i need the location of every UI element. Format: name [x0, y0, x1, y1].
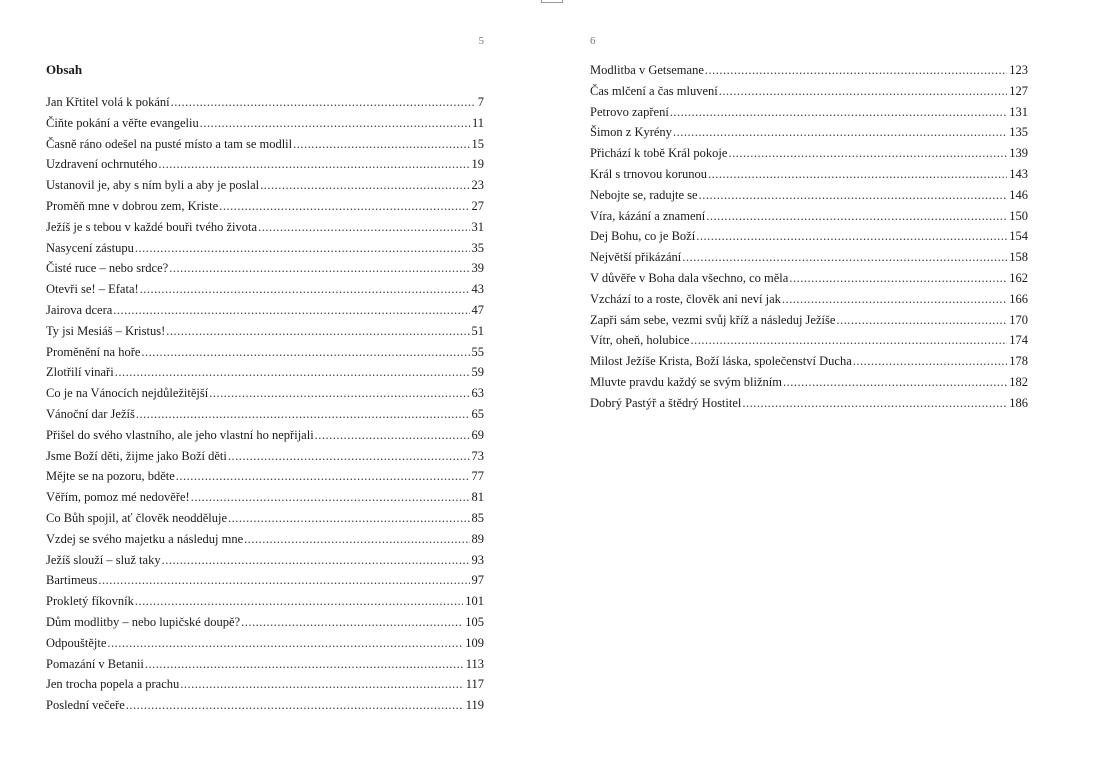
toc-entry-title: Co Bůh spojil, ať člověk neodděluje [46, 510, 228, 525]
toc-dot-leader [107, 633, 463, 654]
toc-dot-leader [696, 226, 1007, 247]
toc-dot-leader [705, 60, 1007, 81]
toc-heading: Obsah [46, 62, 83, 77]
toc-entry-title: Šimon z Kyrény [590, 125, 672, 140]
toc-entry-page-number: 105 [465, 614, 484, 629]
toc-entry-title: Proměnění na hoře [46, 344, 141, 359]
toc-entry-page-number: 127 [1009, 83, 1028, 98]
toc-dot-leader [258, 217, 469, 238]
toc-entry [46, 404, 484, 425]
toc-dot-leader [670, 102, 1007, 123]
toc-entry [590, 310, 1028, 331]
toc-dot-leader [209, 383, 469, 404]
toc-entry [46, 92, 484, 113]
toc-entry [590, 372, 1028, 393]
toc-dot-leader [293, 134, 469, 155]
toc-dot-leader [836, 310, 1007, 331]
toc-dot-leader [682, 247, 1007, 268]
toc-entry-page-number: 81 [471, 490, 484, 505]
toc-dot-leader [140, 279, 470, 300]
toc-entry-title: Čiňte pokání a věřte evangeliu [46, 115, 199, 130]
toc-entry [46, 570, 484, 591]
toc-dot-leader [728, 143, 1007, 164]
toc-entry-page-number: 73 [471, 448, 484, 463]
toc-dot-leader [145, 654, 464, 675]
toc-entry [590, 206, 1028, 227]
toc-dot-leader [135, 238, 470, 259]
toc-entry [46, 175, 484, 196]
toc-entry-page-number: 162 [1009, 270, 1028, 285]
toc-entry [46, 342, 484, 363]
toc-dot-leader [783, 372, 1007, 393]
toc-dot-leader [135, 591, 463, 612]
toc-entry-title: Největší přikázání [590, 250, 682, 265]
toc-entry-title: Jsme Boží děti, žijme jako Boží děti [46, 448, 227, 463]
toc-dot-leader [180, 674, 463, 695]
toc-dot-leader [244, 529, 469, 550]
toc-entry-title: Jen trocha popela a prachu [46, 677, 180, 692]
toc-entry-title: Ty jsi Mesiáš – Kristus! [46, 323, 166, 338]
toc-entry-page-number: 89 [471, 531, 484, 546]
right-page [590, 0, 1030, 758]
toc-dot-leader [673, 122, 1007, 143]
toc-list-left [46, 92, 484, 716]
toc-dot-leader [158, 154, 469, 175]
toc-entry-title: Dobrý Pastýř a štědrý Hostitel [590, 395, 742, 410]
toc-entry [46, 529, 484, 550]
toc-entry-page-number: 69 [471, 427, 484, 442]
toc-entry [46, 487, 484, 508]
toc-entry-page-number: 15 [471, 136, 484, 151]
toc-entry-title: Ustanovil je, aby s ním byli a aby je poslal [46, 178, 260, 193]
toc-entry [46, 612, 484, 633]
toc-entry-title: Mluvte pravdu každý se svým bližním [590, 374, 782, 389]
toc-entry-page-number: 77 [471, 469, 484, 484]
page-number: 5 [478, 35, 484, 47]
toc-entry-page-number: 101 [465, 594, 484, 609]
toc-entry [590, 247, 1028, 268]
toc-entry-title: Nebojte se, radujte se [590, 187, 698, 202]
toc-entry-title: Milost Ježíše Krista, Boží láska, společenství Ducha [590, 354, 852, 369]
toc-entry [46, 695, 484, 716]
toc-entry [46, 134, 484, 155]
toc-entry-page-number: 109 [465, 635, 484, 650]
toc-entry-page-number: 182 [1009, 374, 1028, 389]
toc-entry [46, 238, 484, 259]
toc-entry [46, 258, 484, 279]
toc-entry [46, 321, 484, 342]
toc-entry-page-number: 93 [471, 552, 484, 567]
toc-entry-title: Pomazání v Betanii [46, 656, 144, 671]
toc-dot-leader [789, 268, 1007, 289]
toc-entry [590, 351, 1028, 372]
toc-entry [46, 446, 484, 467]
toc-dot-leader [782, 289, 1007, 310]
toc-entry [590, 60, 1028, 81]
toc-dot-leader [690, 330, 1007, 351]
toc-entry-page-number: 11 [471, 115, 484, 130]
toc-entry-title: Co je na Vánocích nejdůležitější [46, 386, 209, 401]
toc-dot-leader [141, 342, 469, 363]
toc-entry [46, 425, 484, 446]
toc-entry-page-number: 97 [471, 573, 484, 588]
toc-entry [46, 674, 484, 695]
toc-list-right [590, 60, 1028, 414]
toc-entry-title: Čas mlčení a čas mluvení [590, 83, 718, 98]
toc-entry-page-number: 139 [1009, 146, 1028, 161]
toc-entry-page-number: 146 [1009, 187, 1028, 202]
toc-entry-title: Nasycení zástupu [46, 240, 134, 255]
toc-entry-page-number: 186 [1009, 395, 1028, 410]
toc-entry [590, 226, 1028, 247]
toc-entry-title: Vánoční dar Ježíš [46, 406, 135, 421]
toc-entry-title: Jan Křtitel volá k pokání [46, 95, 170, 109]
toc-entry [590, 393, 1028, 414]
toc-entry [590, 143, 1028, 164]
toc-dot-leader [241, 612, 463, 633]
toc-entry [590, 289, 1028, 310]
toc-entry-title: Petrovo zapření [590, 104, 669, 119]
toc-entry-page-number: 150 [1009, 208, 1028, 223]
page-number: 6 [590, 35, 596, 47]
toc-entry [590, 330, 1028, 351]
toc-dot-leader [708, 164, 1007, 185]
toc-entry-title: V důvěře v Boha dala všechno, co měla [590, 270, 789, 285]
toc-entry-page-number: 47 [471, 302, 484, 317]
toc-entry-title: Víra, kázání a znamení [590, 208, 706, 223]
toc-entry-page-number: 85 [471, 510, 484, 525]
toc-entry-page-number: 154 [1009, 229, 1028, 244]
toc-entry [46, 113, 484, 134]
toc-entry [46, 591, 484, 612]
toc-entry [46, 383, 484, 404]
toc-entry [590, 122, 1028, 143]
toc-entry-title: Ježíš je s tebou v každé bouři tvého života [46, 219, 258, 234]
toc-entry-title: Dům modlitby – nebo lupičské doupě? [46, 614, 241, 629]
toc-dot-leader [719, 81, 1008, 102]
toc-entry-title: Modlitba v Getsemane [590, 63, 704, 77]
toc-dot-leader [166, 321, 469, 342]
toc-dot-leader [706, 206, 1007, 227]
toc-entry-title: Král s trnovou korunou [590, 166, 707, 181]
toc-entry [46, 362, 484, 383]
toc-entry-page-number: 35 [471, 240, 484, 255]
toc-entry-page-number: 131 [1009, 104, 1028, 119]
toc-entry-title: Vítr, oheň, holubice [590, 333, 690, 348]
toc-entry-page-number: 113 [465, 656, 484, 671]
toc-entry [590, 81, 1028, 102]
toc-entry-title: Čisté ruce – nebo srdce? [46, 261, 169, 276]
toc-entry-page-number: 143 [1009, 166, 1028, 181]
toc-entry-page-number: 51 [471, 323, 484, 338]
toc-entry [590, 185, 1028, 206]
toc-dot-leader [699, 185, 1008, 206]
toc-entry [46, 196, 484, 217]
toc-entry-title: Časně ráno odešel na pusté místo a tam se modlil [46, 136, 293, 151]
toc-dot-leader [742, 393, 1007, 414]
toc-entry-page-number: 43 [471, 282, 484, 297]
toc-entry-page-number: 23 [471, 178, 484, 193]
toc-entry-title: Proměň mne v dobrou zem, Kriste [46, 198, 219, 213]
toc-entry-page-number: 174 [1009, 333, 1028, 348]
toc-entry-title: Přišel do svého vlastního, ale jeho vlastní ho nepřijali [46, 427, 314, 442]
toc-dot-leader [228, 508, 469, 529]
toc-entry [590, 164, 1028, 185]
toc-dot-leader [171, 92, 476, 113]
toc-dot-leader [126, 695, 464, 716]
toc-entry [46, 279, 484, 300]
toc-entry-title: Zapři sám sebe, vezmi svůj kříž a následuj Ježíše [590, 312, 836, 327]
toc-entry-title: Přichází k tobě Král pokoje [590, 146, 728, 161]
toc-dot-leader [260, 175, 469, 196]
toc-entry-title: Věřím, pomoz mé nedověře! [46, 490, 190, 505]
toc-entry-page-number: 27 [471, 198, 484, 213]
toc-entry-page-number: 119 [465, 698, 484, 713]
page-top-marker [541, 0, 563, 3]
toc-entry-page-number: 59 [471, 365, 484, 380]
toc-entry [46, 154, 484, 175]
toc-entry [46, 508, 484, 529]
toc-dot-leader [98, 570, 469, 591]
toc-entry [590, 268, 1028, 289]
toc-entry-title: Otevři se! – Efata! [46, 282, 139, 297]
toc-entry-title: Jairova dcera [46, 302, 113, 317]
toc-entry-page-number: 7 [477, 95, 484, 109]
toc-entry-title: Poslední večeře [46, 698, 125, 713]
toc-dot-leader [169, 258, 469, 279]
toc-entry-page-number: 55 [471, 344, 484, 359]
toc-dot-leader [115, 362, 470, 383]
toc-dot-leader [219, 196, 469, 217]
toc-entry-page-number: 65 [471, 406, 484, 421]
toc-dot-leader [176, 466, 470, 487]
toc-entry-title: Zlotřilí vinaři [46, 365, 114, 380]
toc-entry-page-number: 166 [1009, 291, 1028, 306]
toc-entry-page-number: 117 [465, 677, 484, 692]
toc-entry-page-number: 39 [471, 261, 484, 276]
toc-entry-page-number: 63 [471, 386, 484, 401]
toc-entry [46, 300, 484, 321]
toc-entry-page-number: 158 [1009, 250, 1028, 265]
toc-entry [46, 633, 484, 654]
toc-entry-title: Ježíš slouží – služ taky [46, 552, 161, 567]
toc-entry-title: Prokletý fíkovník [46, 594, 134, 609]
toc-entry-title: Dej Bohu, co je Boží [590, 229, 696, 244]
toc-dot-leader [853, 351, 1008, 372]
toc-entry-title: Uzdravení ochrnutého [46, 157, 158, 172]
toc-entry-page-number: 135 [1009, 125, 1028, 140]
toc-dot-leader [200, 113, 470, 134]
toc-dot-leader [136, 404, 470, 425]
toc-entry [46, 466, 484, 487]
toc-entry [46, 654, 484, 675]
toc-dot-leader [113, 300, 469, 321]
toc-dot-leader [191, 487, 470, 508]
toc-entry-title: Vzchází to a roste, člověk ani neví jak [590, 291, 781, 306]
toc-entry-title: Odpouštějte [46, 635, 107, 650]
toc-entry-title: Mějte se na pozoru, bděte [46, 469, 175, 484]
toc-entry-title: Bartimeus [46, 573, 98, 588]
toc-entry [590, 102, 1028, 123]
toc-entry-page-number: 19 [471, 157, 484, 172]
toc-entry [46, 550, 484, 571]
toc-entry-page-number: 31 [471, 219, 484, 234]
left-page [46, 0, 486, 758]
toc-entry-title: Vzdej se svého majetku a následuj mne [46, 531, 244, 546]
toc-entry-page-number: 178 [1009, 354, 1028, 369]
toc-entry-page-number: 170 [1009, 312, 1028, 327]
toc-dot-leader [162, 550, 470, 571]
toc-entry-page-number: 123 [1009, 63, 1028, 77]
toc-entry [46, 217, 484, 238]
toc-dot-leader [228, 446, 470, 467]
toc-dot-leader [315, 425, 470, 446]
